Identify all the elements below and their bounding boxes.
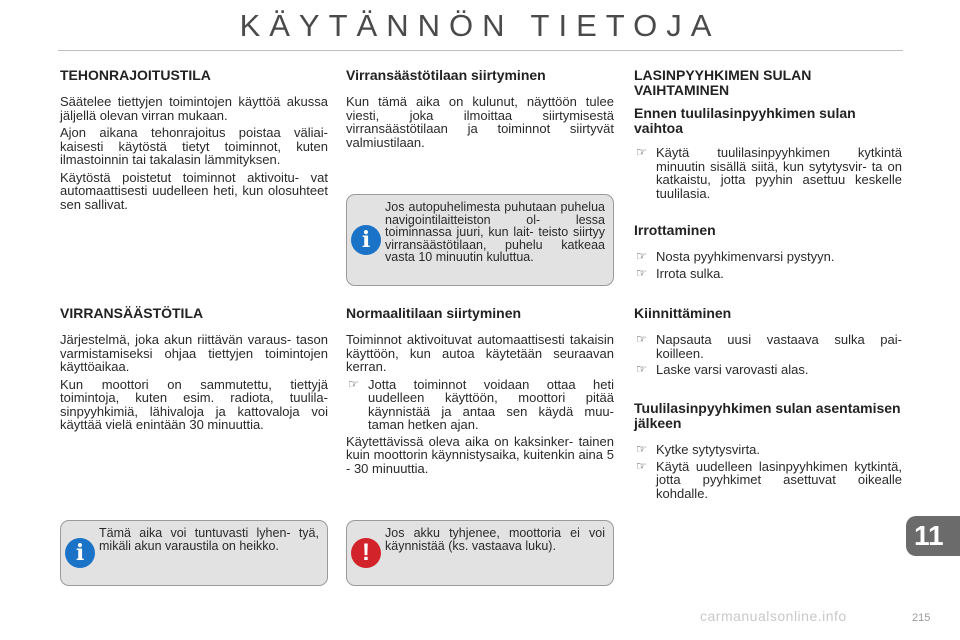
section-asentamisen-jalkeen [634,401,902,503]
paragraph: Kun tämä aika on kulunut, näyttöön tulee viesti, joka ilmoittaa siirtymisestä virransäästötilaan ja toiminnot siirtyvät valmiustilaan. [346,94,614,150]
subsection-title: Irrottaminen [634,222,716,238]
section-title: TEHONRAJOITUSTILA [60,67,211,83]
subsection-title: Kiinnittäminen [634,305,732,321]
note-text: Jos autopuhelimesta puhutaan puhelua navigointilaitteiston ol- lessa toiminnassa juuri, kun lait- teisto siirtyy virransäästötilaan, puhelu katkeaa vasta 10 minuutin kuluttua. [385,200,605,264]
info-icon: i [351,225,381,255]
note-text: Tämä aika voi tuntuvasti lyhen- tyä, mikäli akun varaustila on heikko. [99,526,319,553]
list-item-text: Käytä tuulilasinpyyhkimen kytkintä minuutin sisällä siitä, kun sytytysvir- ta on katkaistu, jotta pyyhin asettuu keskelle tuulilasia. [656,145,902,201]
section-title: LASINPYYHKIMEN SULAN VAIHTAMINEN [634,67,812,98]
info-note [60,520,328,586]
section-virransaastotila [60,306,328,436]
paragraph: Toiminnot aktivoituvat automaattisesti takaisin käyttöön, kun autoa käytetään seuraavan kerran. [346,332,614,374]
pointing-hand-icon: ☞ [636,145,647,159]
info-note [346,194,614,286]
pointing-hand-icon: ☞ [636,362,647,376]
pointing-hand-icon: ☞ [636,458,647,473]
warning-icon: ! [351,538,381,568]
warning-note [346,520,614,586]
list-item [634,267,902,281]
pointing-hand-icon: ☞ [636,249,647,263]
list-item [634,250,902,264]
page-number: 215 [912,612,931,624]
chapter-tab: 11 [906,516,960,556]
section-title: VIRRANSÄÄSTÖTILA [60,305,204,321]
list-item-text: Kytke sytytysvirta. [656,442,761,457]
header-divider [58,50,903,51]
list-item-text: Nosta pyyhkimenvarsi pystyyn. [656,249,835,264]
section-irrottaminen [634,223,902,283]
list-item-text: Jotta toiminnot voidaan ottaa heti uudelleen käyttöön, moottori pitää käynnistää ja antaa sen käydä muu- taman hetken ajan. [368,376,614,432]
paragraph: Järjestelmä, joka akun riittävän varaus- tason varmistamiseksi ohjaa tiettyjen toimintojen käyttöaikaa. [60,332,328,374]
watermark: carmanualsonline.info [700,608,847,624]
section-virransaasto-siirtyminen [346,68,614,153]
info-icon: i [65,538,95,568]
paragraph: Käytettävissä oleva aika on kaksinker- tainen kuin moottorin käynnistysaika, kuitenkin aina 5 - 30 minuuttia. [346,433,614,476]
subsection-title: Ennen tuulilasinpyyhkimen sulan vaihtoa [634,105,856,136]
list-item [634,363,902,377]
paragraph: Käytöstä poistetut toiminnot aktivoitu- vat automaattisesti uudelleen heti, kun olosuhteet sen sallivat. [60,169,328,212]
list-item [634,443,902,457]
pointing-hand-icon: ☞ [348,376,359,391]
list-item [634,333,902,360]
pointing-hand-icon: ☞ [636,332,647,346]
list-item-text: Napsauta uusi vastaava sulka pai- koilleen. [656,332,902,361]
list-item-text: Irrota sulka. [656,265,724,281]
list-item-text: Käytä uudelleen lasinpyyhkimen kytkintä, jotta pyyhkimet asettuvat oikealle kohdalle. [656,458,902,501]
section-title: Virransäästötilaan siirtyminen [346,67,546,83]
section-tehonrajoitustila [60,68,328,215]
subsection-title: Tuulilasinpyyhkimen sulan asentamisen jälkeen [634,400,901,431]
list-item [634,146,902,200]
section-title: Normaalitilaan siirtyminen [346,305,522,321]
pointing-hand-icon: ☞ [636,442,647,456]
paragraph: Kun moottori on sammutettu, tiettyjä toimintoja, kuten esim. radiota, tuulila- sinpyyhkimiä, lähivaloja ja kattovaloja voi käyttää vielä enintään 30 minuuttia. [60,376,328,432]
section-lasinpyyhkimen-sula [634,68,902,203]
page-title: KÄYTÄNNÖN TIETOJA [239,8,721,43]
list-item [346,378,614,432]
list-item-text: Laske varsi varovasti alas. [656,362,809,377]
note-text: Jos akku tyhjenee, moottoria ei voi käynnistää (ks. vastaava luku). [385,526,605,553]
paragraph: Ajon aikana tehonrajoitus poistaa väliai- kaisesti käytöstä tietyt toiminnot, kuten ilmastoinnin tai takalasin lämmityksen. [60,125,328,167]
pointing-hand-icon: ☞ [636,265,647,280]
list-item [634,460,902,501]
paragraph: Säätelee tiettyjen toimintojen käyttöä akussa jäljellä olevan virran mukaan. [60,94,328,123]
section-normaalitila [346,306,614,479]
section-kiinnittaminen [634,306,902,380]
